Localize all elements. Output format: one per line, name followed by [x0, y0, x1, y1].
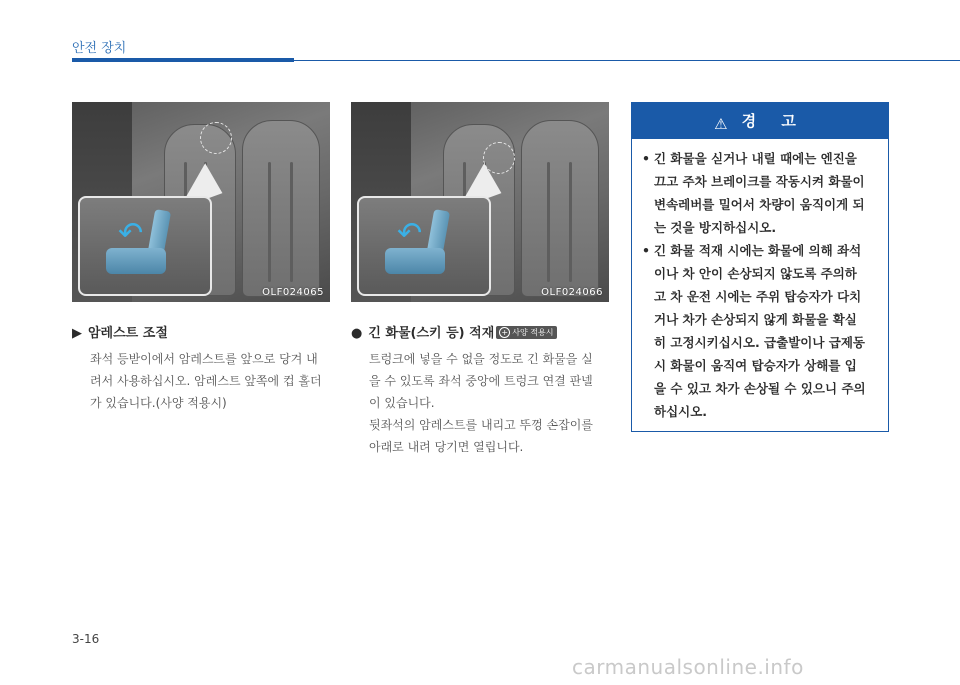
bullet-dot: • [642, 243, 650, 258]
text-line: 끄고 주차 브레이크를 작동시켜 화물이 [654, 174, 865, 189]
text-line: 뒷좌석의 암레스트를 내리고 뚜껑 손잡이를 [369, 418, 593, 432]
text-line: 트렁크에 넣을 수 없을 정도로 긴 화물을 실 [369, 352, 593, 366]
watermark: carmanualsonline.info [572, 655, 804, 679]
warning-item [642, 239, 866, 423]
long-cargo-description [369, 348, 593, 458]
section-title: 안전 장치 [72, 41, 127, 56]
bullet-dot: • [642, 151, 650, 166]
warning-item [642, 147, 865, 239]
text-line: 시 화물이 움직여 탑승자가 상해를 입 [654, 358, 857, 373]
page-number: 3-16 [72, 632, 100, 646]
heading-text: 긴 화물(스키 등) 적재 [368, 326, 495, 341]
seatback-right [521, 120, 599, 297]
text-line: 거나 차가 손상되지 않게 화물을 확실 [654, 312, 857, 327]
header-rule-thick [72, 58, 294, 62]
text-line: 가 있습니다.(사양 적용시) [90, 396, 227, 410]
armrest-detail-inset [78, 196, 212, 296]
armrest-lowered [385, 248, 445, 274]
trunk-pass-detail-inset [357, 196, 491, 296]
heading-text: 암레스트 조절 [88, 326, 168, 341]
armrest-photo [72, 102, 330, 302]
circle-bullet-icon: ● [351, 326, 363, 341]
text-line: 긴 화물을 싣거나 내릴 때에는 엔진을 [654, 151, 857, 166]
armrest-description [90, 348, 322, 414]
text-line: 을 수 있도록 좌석 중앙에 트렁크 연결 판넬 [369, 374, 593, 388]
text-line: 하십시오. [654, 404, 708, 419]
armrest-lowered [106, 248, 166, 274]
text-line: 변속레버를 밀어서 차량이 움직이게 되 [654, 197, 865, 212]
text-line: 이 있습니다. [369, 396, 435, 410]
header-rule-thin [294, 60, 960, 61]
text-line: 좌석 등받이에서 암레스트를 앞으로 당겨 내 [90, 352, 318, 366]
plus-icon: + [499, 327, 510, 338]
armrest-heading [72, 322, 168, 341]
text-line: 긴 화물 적재 시에는 화물에 의해 좌석 [654, 243, 862, 258]
text-line: 려서 사용하십시오. 암레스트 앞쪽에 컵 홀더 [90, 374, 322, 388]
text-line: 히 고정시키십시오. 급출발이나 급제동 [654, 335, 866, 350]
warning-header [632, 103, 888, 139]
warning-title: 경 고 [741, 112, 806, 130]
highlight-circle [200, 122, 232, 154]
triangle-bullet-icon: ▶ [72, 326, 82, 341]
text-line: 고 차 운전 시에는 주위 탑승자가 다치 [654, 289, 862, 304]
curved-arrow-icon: ↶ [118, 216, 144, 251]
seatback-right [242, 120, 320, 297]
text-line: 아래로 내려 당기면 열립니다. [369, 440, 524, 454]
text-line: 는 것을 방지하십시오. [654, 220, 777, 235]
warning-box [631, 102, 889, 432]
optional-badge: + 사양 적용시 [496, 326, 557, 339]
text-line: 이나 차 안이 손상되지 않도록 주의하 [654, 266, 857, 281]
image-code: OLF024066 [541, 287, 603, 298]
warning-icon: ⚠ [714, 115, 728, 133]
long-cargo-photo [351, 102, 609, 302]
curved-arrow-icon: ↶ [397, 216, 423, 251]
text-line: 을 수 있고 차가 손상될 수 있으니 주의 [654, 381, 866, 396]
long-cargo-heading [351, 322, 557, 341]
image-code: OLF024065 [262, 287, 324, 298]
